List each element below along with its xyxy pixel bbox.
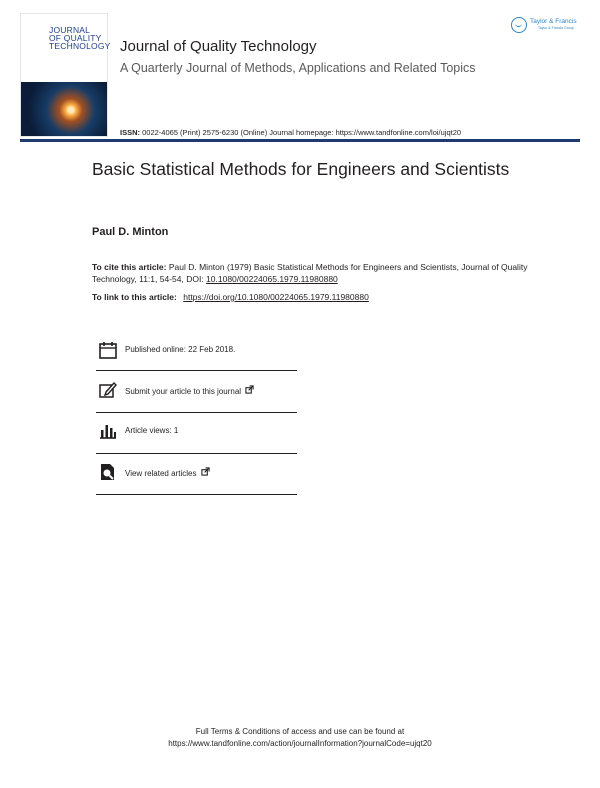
footer-terms: Full Terms & Conditions of access and use can be found at [195,727,405,736]
row-divider [96,412,297,413]
author-name: Paul D. Minton [92,226,169,238]
publisher-logo-group: Taylor & Francis Group [538,26,574,30]
views-row [96,419,296,447]
issn-label: ISSN: [120,128,141,137]
bar-chart-icon [98,421,118,441]
footer-terms-link[interactable]: https://www.tandfonline.com/action/journalInformation?journalCode=ujqt20 [168,738,432,748]
cover-title: JOURNAL OF QUALITY TECHNOLOGY [49,25,111,51]
related-search-icon [98,462,118,482]
published-date: Published online: 22 Feb 2018. [125,345,236,354]
publisher-logo [511,17,583,37]
link-block [92,292,532,302]
doi-link[interactable]: 10.1080/00224065.1979.11980880 [206,273,338,284]
journal-cover-image [20,13,111,137]
article-title: Basic Statistical Methods for Engineers and Scientists [92,159,510,179]
publisher-logo-name: Taylor & Francis [530,18,577,25]
article-views: Article views: 1 [125,426,179,435]
view-related-link[interactable] [125,467,210,478]
view-related-label: View related articles [125,469,197,478]
row-divider [96,494,297,495]
submit-article-link[interactable] [125,385,254,396]
footer [100,726,500,749]
published-row [96,338,296,366]
issn-line [120,128,461,137]
row-divider [96,370,297,371]
cite-text: Paul D. Minton (1979) Basic Statistical Methods for Engineers and Scientists, Journal of Quality Technology, 11:1, 54-54, DOI: [92,262,528,284]
row-divider [96,453,297,454]
submit-article-label: Submit your article to this journal [125,387,242,396]
journal-homepage-link[interactable]: https://www.tandfonline.com/loi/ujqt20 [335,128,462,137]
related-row[interactable] [96,460,296,488]
edit-icon [98,380,118,400]
cite-label: To cite this article: [92,262,167,272]
article-link[interactable]: https://doi.org/10.1080/00224065.1979.11980880 [183,292,369,302]
submit-row[interactable] [96,378,296,406]
journal-title: Journal of Quality Technology [120,38,317,55]
external-link-icon [245,385,254,394]
citation-block [92,262,532,285]
external-link-icon [201,467,210,476]
cover-artwork [21,82,107,136]
publisher-logo-icon [511,17,527,33]
journal-subtitle: A Quarterly Journal of Methods, Applications and Related Topics [120,61,476,75]
calendar-icon [98,340,118,360]
issn-text: 0022-4065 (Print) 2575-6230 (Online) Journal homepage: [142,128,334,137]
header-divider [20,139,580,142]
link-label: To link to this article: [92,292,177,302]
